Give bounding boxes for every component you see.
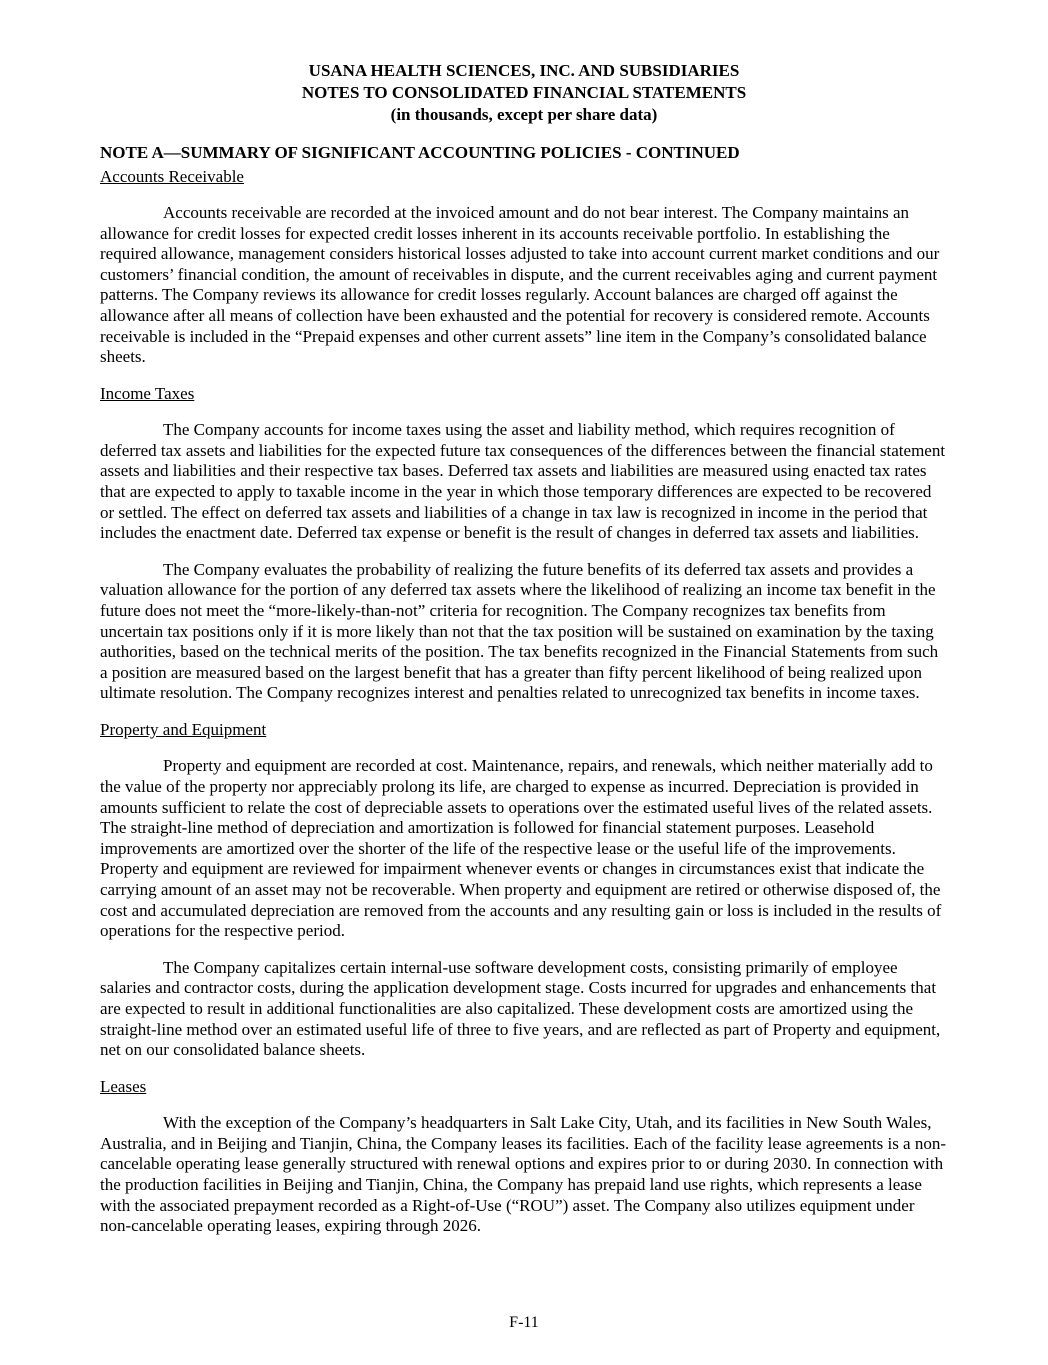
page-header	[100, 60, 948, 126]
units-note: (in thousands, except per share data)	[390, 105, 658, 124]
page-number: F-11	[509, 1314, 539, 1331]
paragraph: With the exception of the Company’s headquarters in Salt Lake City, Utah, and its facilities in New South Wales, Australia, and in Beijing and Tianjin, China, the Company leases its facilities. Each of the facility lease agreements is a non-cancelable operating lease generally structured with renewal options and expires prior to or during 2030. In connection with the production facilities in Beijing and Tianjin, China, the Company has prepaid land use rights, which represents a lease with the associated prepayment recorded as a Right-of-Use (“ROU”) asset. The Company also utilizes equipment under non-cancelable operating leases, expiring through 2026.	[100, 1113, 947, 1236]
section-heading-property-and-equipment: Property and Equipment	[100, 719, 267, 739]
section-leases	[100, 1077, 948, 1237]
paragraph: The Company accounts for income taxes using the asset and liability method, which requires recognition of deferred tax assets and liabilities for the expected future tax consequences of the differences between the financial statement assets and liabilities and their respective tax bases. Deferred tax assets and liabilities are measured using enacted tax rates that are expected to apply to taxable income in the year in which those temporary differences are expected to be recovered or settled. The effect on deferred tax assets and liabilities of a change in tax law is recognized in income in the period that includes the enactment date. Deferred tax expense or benefit is the result of changes in deferred tax assets and liabilities.	[100, 420, 946, 543]
company-name: USANA HEALTH SCIENCES, INC. AND SUBSIDIARIES	[308, 61, 740, 80]
note-title: NOTE A—SUMMARY OF SIGNIFICANT ACCOUNTING POLICIES - CONTINUED	[100, 143, 740, 162]
section-heading-leases: Leases	[100, 1076, 147, 1096]
section-heading-accounts-receivable: Accounts Receivable	[100, 166, 244, 186]
section-income-taxes	[100, 384, 948, 704]
section-heading-income-taxes: Income Taxes	[100, 383, 195, 403]
paragraph: Property and equipment are recorded at cost. Maintenance, repairs, and renewals, which neither materially add to the value of the property nor appreciably prolong its life, are charged to expense as incurred. Depreciation is provided in amounts sufficient to relate the cost of depreciable assets to operations over the estimated useful lives of the related assets. The straight-line method of depreciation and amortization is followed for financial statement purposes. Leasehold improvements are amortized over the shorter of the life of the respective lease or the useful life of the improvements. Property and equipment are reviewed for impairment whenever events or changes in circumstances exist that indicate the carrying amount of an asset may not be recoverable. When property and equipment are retired or otherwise disposed of, the cost and accumulated depreciation are removed from the accounts and any resulting gain or loss is included in the results of operations for the respective period.	[100, 756, 942, 941]
paragraph: The Company evaluates the probability of realizing the future benefits of its deferred tax assets and provides a valuation allowance for the portion of any deferred tax assets where the likelihood of realizing an income tax benefit in the future does not meet the “more-likely-than-not” criteria for recognition. The Company recognizes tax benefits from uncertain tax positions only if it is more likely than not that the tax position will be sustained on examination by the taxing authorities, based on the technical merits of the position. The tax benefits recognized in the Financial Statements from such a position are measured based on the largest benefit that has a greater than fifty percent likelihood of being realized upon ultimate resolution. The Company recognizes interest and penalties related to unrecognized tax benefits in income taxes.	[100, 559, 939, 703]
paragraph: Accounts receivable are recorded at the invoiced amount and do not bear interest. The Company maintains an allowance for credit losses for expected credit losses inherent in its accounts receivable portfolio. In establishing the required allowance, management considers historical losses adjusted to take into account current market conditions and our customers’ financial condition, the amount of receivables in dispute, and the current receivables aging and current payment patterns. The Company reviews its allowance for credit losses regularly. Account balances are charged off against the allowance after all means of collection have been exhausted and the potential for recovery is considered remote. Accounts receivable is included in the “Prepaid expenses and other current assets” line item in the Company’s consolidated balance sheets.	[100, 203, 940, 367]
paragraph: The Company capitalizes certain internal-use software development costs, consisting primarily of employee salaries and contractor costs, during the application development stage. Costs incurred for upgrades and enhancements that are expected to result in additional functionalities are also capitalized. These development costs are amortized using the straight-line method over an estimated useful life of three to five years, and are reflected as part of Property and equipment, net on our consolidated balance sheets.	[100, 957, 941, 1060]
section-property-and-equipment	[100, 720, 948, 1061]
statement-title: NOTES TO CONSOLIDATED FINANCIAL STATEMENTS	[301, 83, 747, 102]
section-accounts-receivable	[100, 167, 948, 368]
